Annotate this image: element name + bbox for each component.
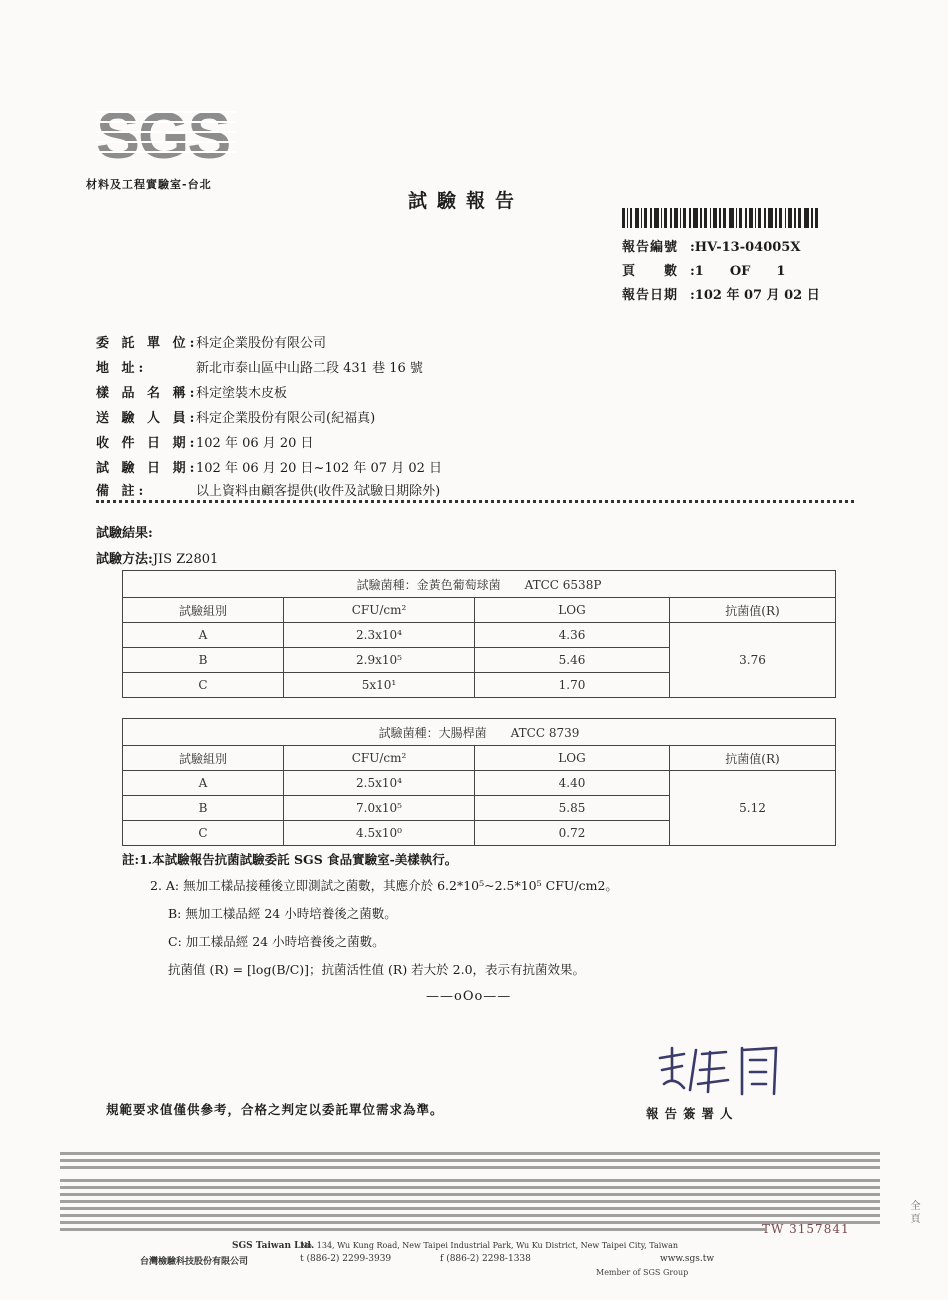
fax: f (886-2) 2298-1338 bbox=[440, 1254, 531, 1264]
info-row: 委 託 單 位:科定企業股份有限公司 bbox=[96, 336, 327, 351]
r-value: 3.76 bbox=[670, 623, 836, 698]
side-mark: 全 頁 bbox=[908, 1200, 919, 1224]
table-header: LOG bbox=[475, 598, 670, 623]
lab-name: 材料及工程實驗室-台北 bbox=[86, 178, 212, 191]
note-5: 抗菌值 (R) = [log(B/C)]；抗菌活性值 (R) 若大於 2.0，表示有抗菌效果。 bbox=[168, 962, 586, 977]
info-row: 收 件 日 期:102 年 06 月 20 日 bbox=[96, 436, 314, 451]
info-row: 備 註: 以上資料由顧客提供(收件及試驗日期除外) bbox=[96, 484, 441, 499]
table-caption: 試驗菌種：金黃色葡萄球菌 ATCC 6538P bbox=[123, 571, 836, 598]
section-divider bbox=[96, 500, 854, 503]
note-4: C: 加工樣品經 24 小時培養後之菌數。 bbox=[168, 934, 385, 949]
table-header: 試驗組別 bbox=[123, 746, 284, 771]
table-header: LOG bbox=[475, 746, 670, 771]
table-header: 抗菌值(R) bbox=[670, 598, 836, 623]
table-row: B 7.0x10⁵ 5.85 bbox=[123, 796, 836, 821]
info-row: 試 驗 日 期:102 年 06 月 20 日~102 年 07 月 02 日 bbox=[96, 461, 443, 476]
table-header: 試驗組別 bbox=[123, 598, 284, 623]
table-row: A 2.5x10⁴ 4.40 5.12 bbox=[123, 771, 836, 796]
report-number: 報告編號 :HV-13-04005X bbox=[622, 240, 801, 255]
serial-number: TW 3157841 bbox=[762, 1222, 850, 1236]
table-row: C 5x10¹ 1.70 bbox=[123, 673, 836, 698]
info-row: 樣 品 名 稱:科定塗裝木皮板 bbox=[96, 386, 288, 401]
company-en: SGS Taiwan Ltd. bbox=[232, 1241, 315, 1251]
table-header: 抗菌值(R) bbox=[670, 746, 836, 771]
note-2: 2. A: 無加工樣品接種後立即測試之菌數，其應介於 6.2*10⁵~2.5*10⁵ CFU/cm2。 bbox=[150, 878, 618, 893]
address: No. 134, Wu Kung Road, New Taipei Industrial Park, Wu Ku District, New Taipei City, Taiwan bbox=[300, 1241, 679, 1250]
barcode bbox=[622, 208, 818, 228]
signer-label: 報告簽署人 bbox=[646, 1106, 739, 1121]
info-row: 送 驗 人 員:科定企業股份有限公司(紀福真) bbox=[96, 411, 376, 426]
end-mark: ——oOo—— bbox=[426, 989, 512, 1004]
table-row: A 2.3x10⁴ 4.36 3.76 bbox=[123, 623, 836, 648]
table-row: C 4.5x10⁰ 0.72 bbox=[123, 821, 836, 846]
results-table-staph bbox=[122, 570, 836, 698]
page-title: 試驗報告 bbox=[408, 190, 525, 212]
svg-text:SGS: SGS bbox=[96, 98, 230, 172]
results-heading: 試驗結果: bbox=[96, 526, 153, 541]
member-note: Member of SGS Group bbox=[596, 1268, 689, 1277]
signature bbox=[650, 1040, 790, 1100]
table-header: CFU/cm² bbox=[284, 598, 475, 623]
report-date: 報告日期 :102 年 07 月 02 日 bbox=[622, 288, 820, 303]
table-row: B 2.9x10⁵ 5.46 bbox=[123, 648, 836, 673]
sgs-logo bbox=[96, 92, 236, 172]
website: www.sgs.tw bbox=[660, 1254, 715, 1264]
disclaimer: 規範要求值僅供參考，合格之判定以委託單位需求為準。 bbox=[106, 1102, 444, 1117]
company-zh: 台灣檢驗科技股份有限公司 bbox=[140, 1257, 249, 1267]
page-count: 頁 數 :1 OF 1 bbox=[622, 264, 786, 279]
table-header: CFU/cm² bbox=[284, 746, 475, 771]
table-caption: 試驗菌種：大腸桿菌 ATCC 8739 bbox=[123, 719, 836, 746]
note-3: B: 無加工樣品經 24 小時培養後之菌數。 bbox=[168, 906, 397, 921]
test-method: 試驗方法:JIS Z2801 bbox=[96, 552, 219, 567]
note-1: 註:1.本試驗報告抗菌試驗委託 SGS 食品實驗室-美樣執行。 bbox=[122, 852, 458, 867]
phone: t (886-2) 2299-3939 bbox=[300, 1254, 392, 1264]
r-value: 5.12 bbox=[670, 771, 836, 846]
fine-print bbox=[60, 1148, 880, 1231]
info-row: 地 址: 新北市泰山區中山路二段 431 巷 16 號 bbox=[96, 361, 423, 376]
results-table-ecoli bbox=[122, 718, 836, 846]
